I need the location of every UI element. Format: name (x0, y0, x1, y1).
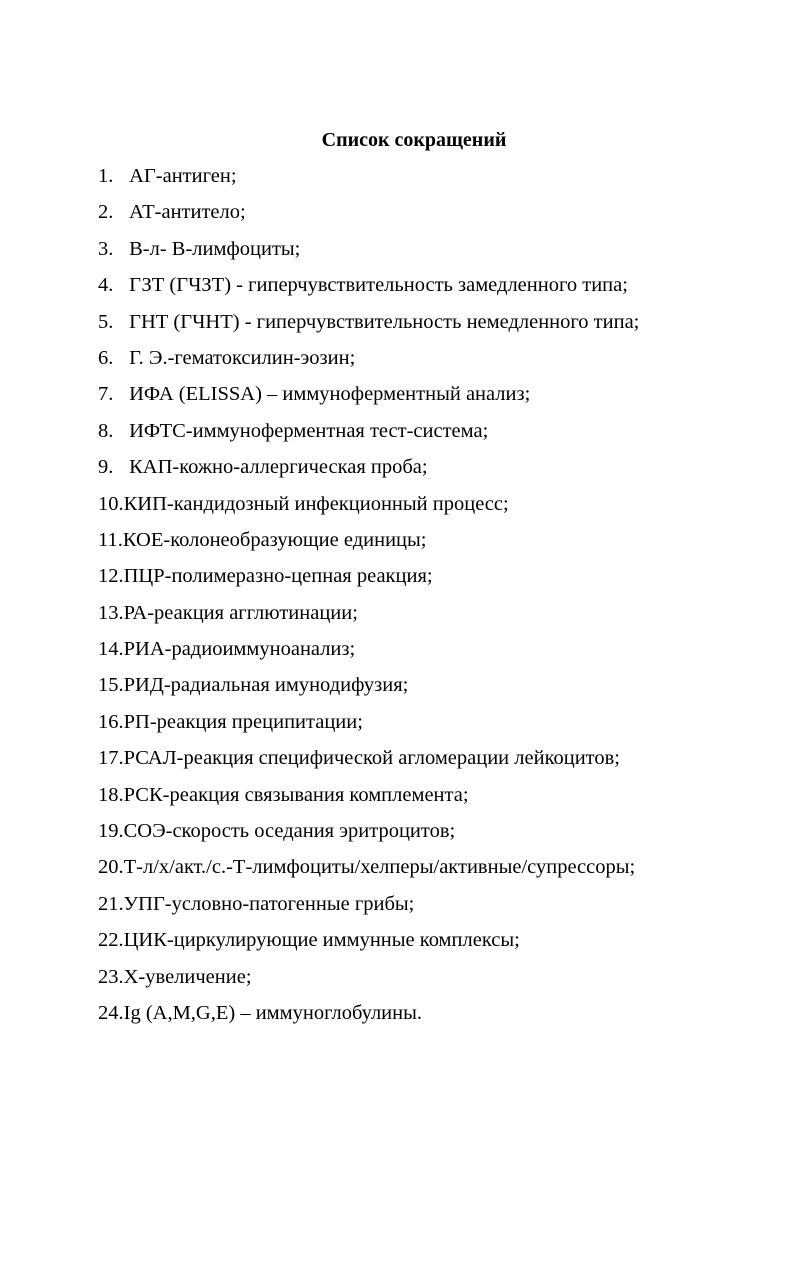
list-item-text: Т-л/х/акт./с.-Т-лимфоциты/хелперы/активные/супрессоры; (123, 856, 636, 879)
list-item (98, 744, 639, 780)
list-item (98, 417, 639, 453)
list-item (98, 853, 639, 889)
list-item-number: 9. (98, 456, 114, 479)
list-item-text: ГНТ (ГЧНТ) - гиперчувствительность немедленного типа; (129, 310, 640, 333)
list-item-text: РИА-радиоиммуноанализ; (123, 638, 356, 661)
list-item (98, 817, 639, 853)
list-item-number: 18. (98, 783, 124, 806)
list-item (98, 599, 639, 635)
list-item (98, 708, 639, 744)
abbreviation-list (98, 162, 639, 1035)
list-item-text: Ig (A,M,G,E) – иммуноглобулины. (123, 1001, 423, 1024)
list-item-text: РА-реакция агглютинации; (123, 601, 358, 624)
list-item-text: Г. Э.-гематоксилин-эозин; (129, 346, 356, 369)
list-item-number: 12. (98, 565, 124, 588)
list-item-text: ИФТС-иммуноферментная тест-система; (129, 419, 489, 442)
list-item-text: ГЗТ (ГЧЗТ) - гиперчувствительность замедленного типа; (129, 274, 628, 297)
list-item-text: УПГ-условно-патогенные грибы; (123, 892, 415, 915)
list-item-text: СОЭ-скорость оседания эритроцитов; (123, 820, 456, 843)
list-item-text: В-л- В-лимфоциты; (129, 237, 301, 260)
list-item-text: АТ-антитело; (129, 201, 246, 224)
list-item-text: Х-увеличение; (123, 965, 252, 988)
list-item-number: 5. (98, 310, 114, 333)
list-item-number: 8. (98, 419, 114, 442)
list-item-text: КАП-кожно-аллергическая проба; (129, 456, 428, 479)
list-item-number: 13. (98, 601, 124, 624)
list-item-number: 14. (98, 638, 124, 661)
list-item-number: 24. (98, 1001, 124, 1024)
list-item-number: 20. (98, 856, 124, 879)
list-item-number: 10. (98, 492, 124, 515)
list-item-text: РИД-радиальная имунодифузия; (123, 674, 409, 697)
list-item-number: 2. (98, 201, 114, 224)
list-item-text: КОЕ-колонеобразующие единицы; (122, 528, 427, 551)
list-item (98, 308, 639, 344)
list-item (98, 271, 639, 307)
list-item (98, 344, 639, 380)
page-title: Список сокращений (321, 129, 507, 151)
list-item-number: 17. (98, 747, 124, 770)
list-item (98, 380, 639, 416)
list-item (98, 198, 639, 234)
list-item-text: РСК-реакция связывания комплемента; (123, 783, 469, 806)
list-item-text: ИФА (ELISSA) – иммуноферментный анализ; (129, 383, 531, 406)
list-item-number: 19. (98, 820, 124, 843)
list-item-number: 16. (98, 710, 124, 733)
list-item-text: РСАЛ-реакция специфической агломерации лейкоцитов; (123, 747, 620, 770)
list-item-number: 23. (98, 965, 124, 988)
list-item (98, 635, 639, 671)
list-item (98, 999, 639, 1035)
list-item (98, 235, 639, 271)
list-item (98, 162, 639, 198)
list-item-number: 11. (98, 528, 123, 551)
list-item-number: 6. (98, 346, 114, 369)
list-item (98, 890, 639, 926)
list-item (98, 781, 639, 817)
list-item (98, 453, 639, 489)
list-item-text: АГ-антиген; (129, 165, 237, 187)
list-item-number: 1. (98, 165, 114, 187)
list-item-number: 15. (98, 674, 124, 697)
list-item-number: 22. (98, 929, 124, 952)
list-item-text: ПЦР-полимеразно-цепная реакция; (123, 565, 433, 588)
list-item-number: 3. (98, 237, 114, 260)
list-item (98, 926, 639, 962)
list-item-number: 21. (98, 892, 124, 915)
list-item-text: ЦИК-циркулирующие иммунные комплексы; (123, 929, 520, 952)
list-item-text: КИП-кандидозный инфекционный процесс; (123, 492, 509, 515)
list-item (98, 526, 639, 562)
list-item (98, 490, 639, 526)
list-item-number: 7. (98, 383, 114, 406)
list-item (98, 562, 639, 598)
list-item (98, 963, 639, 999)
list-item-text: РП-реакция преципитации; (123, 710, 363, 733)
list-item (98, 671, 639, 707)
list-item-number: 4. (98, 274, 114, 297)
